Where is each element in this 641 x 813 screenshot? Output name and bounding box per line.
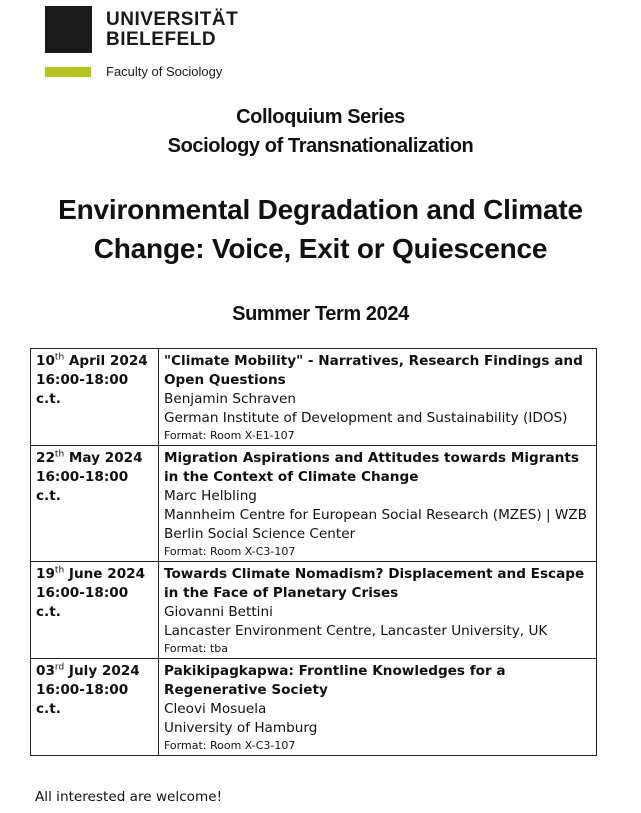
speaker-name: Marc Helbling xyxy=(164,488,257,504)
university-name-line2: BIELEFELD xyxy=(106,29,217,50)
speaker-name: Benjamin Schraven xyxy=(164,391,297,407)
term-heading: Summer Term 2024 xyxy=(232,303,409,325)
session-cell xyxy=(159,349,597,446)
speaker-name: Cleovi Mosuela xyxy=(164,701,267,717)
date-cell xyxy=(31,446,159,562)
series-subtitle: Sociology of Transnationalization xyxy=(167,135,474,157)
session-time: 16:00-18:00 c.t. xyxy=(36,372,129,407)
university-name-line1: UNIVERSITÄT xyxy=(106,9,239,30)
session-month-year: June 2024 xyxy=(68,566,146,582)
speaker-institution: German Institute of Development and Sustainability (IDOS) xyxy=(164,410,568,426)
session-day-suffix: th xyxy=(54,352,65,363)
table-row xyxy=(31,349,597,446)
date-cell xyxy=(31,562,159,659)
talk-title: Towards Climate Nomadism? Displacement and Escape in the Face of Planetary Crises xyxy=(164,566,585,601)
speaker-name: Giovanni Bettini xyxy=(164,604,273,620)
main-title-line1: Environmental Degradation and Climate xyxy=(58,194,583,225)
brand-accent-bar xyxy=(45,67,91,77)
session-date xyxy=(36,662,153,681)
speaker-institution: University of Hamburg xyxy=(164,720,318,736)
series-title: Colloquium Series xyxy=(236,106,405,128)
schedule-table xyxy=(30,348,597,756)
table-row xyxy=(31,562,597,659)
session-time: 16:00-18:00 c.t. xyxy=(36,585,129,620)
session-time: 16:00-18:00 c.t. xyxy=(36,469,129,504)
session-format: Format: Room X-C3-107 xyxy=(164,739,296,752)
session-month-year: April 2024 xyxy=(68,353,148,369)
session-day: 22 xyxy=(36,450,55,466)
talk-title: Migration Aspirations and Attitudes towards Migrants in the Context of Climate Change xyxy=(164,450,579,485)
speaker-institution: Mannheim Centre for European Social Research (MZES) | WZB Berlin Social Science Center xyxy=(164,507,587,542)
university-name xyxy=(106,10,238,50)
table-row xyxy=(31,446,597,562)
session-day-suffix: th xyxy=(54,565,65,576)
welcome-note: All interested are welcome! xyxy=(35,789,223,805)
session-date xyxy=(36,449,153,468)
session-day: 19 xyxy=(36,566,55,582)
session-format: Format: tba xyxy=(164,642,229,655)
date-cell xyxy=(31,349,159,446)
session-cell xyxy=(159,562,597,659)
date-cell xyxy=(31,659,159,756)
session-date xyxy=(36,352,153,371)
session-cell xyxy=(159,446,597,562)
session-cell xyxy=(159,659,597,756)
faculty-name: Faculty of Sociology xyxy=(106,64,223,79)
talk-title: "Climate Mobility" - Narratives, Research Findings and Open Questions xyxy=(164,353,583,388)
session-month-year: May 2024 xyxy=(68,450,143,466)
session-day-suffix: rd xyxy=(54,662,65,673)
session-day-suffix: th xyxy=(54,449,65,460)
session-day: 10 xyxy=(36,353,55,369)
main-title-line2: Change: Voice, Exit or Quiescence xyxy=(93,233,548,264)
session-date xyxy=(36,565,153,584)
session-day: 03 xyxy=(36,663,55,679)
session-month-year: July 2024 xyxy=(68,663,140,679)
table-row xyxy=(31,659,597,756)
session-format: Format: Room X-E1-107 xyxy=(164,429,295,442)
main-title xyxy=(0,190,641,268)
session-format: Format: Room X-C3-107 xyxy=(164,545,296,558)
talk-title: Pakikipagkapwa: Frontline Knowledges for a Regenerative Society xyxy=(164,663,506,698)
speaker-institution: Lancaster Environment Centre, Lancaster University, UK xyxy=(164,623,548,639)
session-time: 16:00-18:00 c.t. xyxy=(36,682,129,717)
university-logo-mark xyxy=(45,6,92,53)
